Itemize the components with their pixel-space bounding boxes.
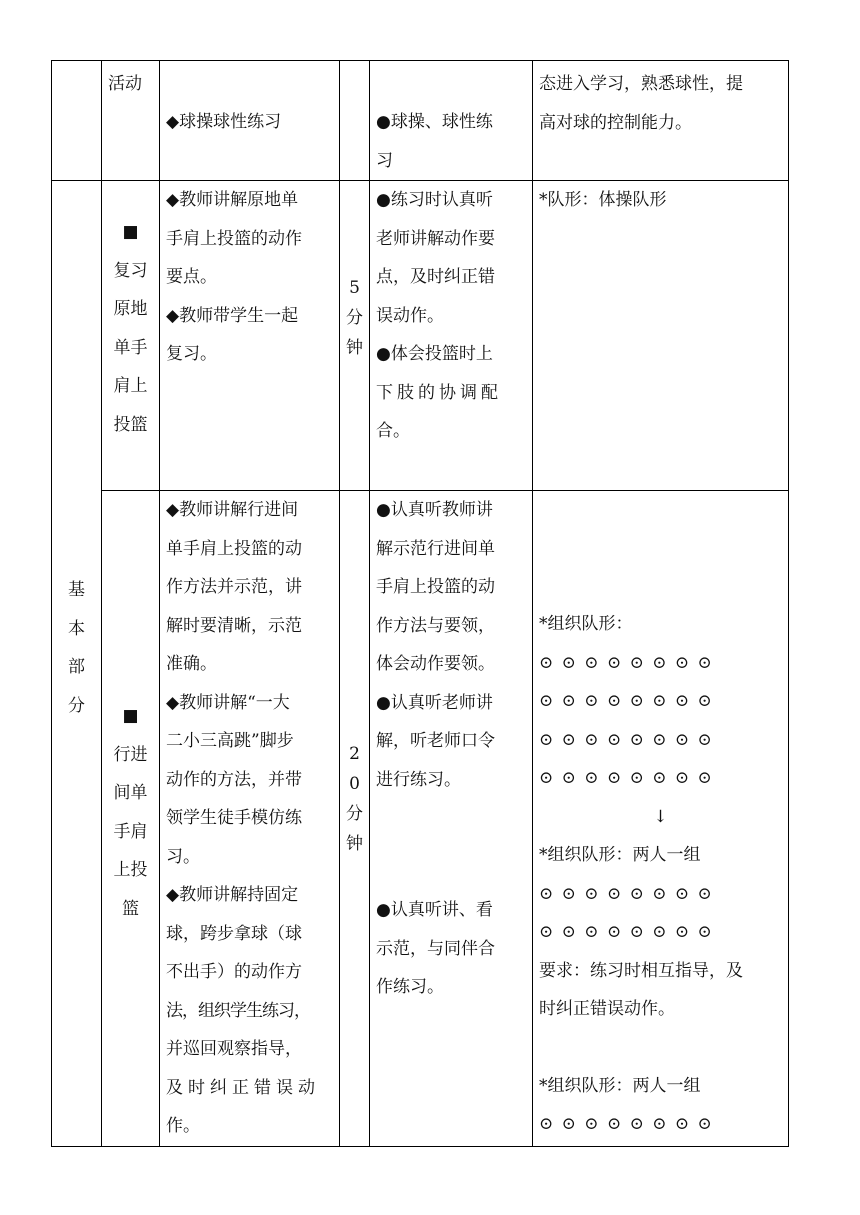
time-char: 钟 xyxy=(346,338,363,358)
content-line: 复习 xyxy=(113,260,148,281)
teacher-line: 领学生徒手模仿练 xyxy=(166,808,302,828)
section-label-char: 本 xyxy=(68,618,85,639)
teacher-line: 手肩上投篮的动作 xyxy=(166,228,302,249)
teacher-line: ◆教师讲解持固定 xyxy=(166,885,299,905)
time-char: 分 xyxy=(346,804,363,824)
student-line: 进行练习。 xyxy=(376,769,461,790)
student-line: 作练习。 xyxy=(376,977,444,997)
teacher-line: 复习。 xyxy=(166,344,217,364)
teacher-line: 球，跨步拿球（球 xyxy=(166,923,302,944)
student-line: ●球操、球性练 xyxy=(376,112,493,132)
content-line: 肩上 xyxy=(113,376,148,396)
content-cell-moving xyxy=(102,491,160,1147)
formation-title: *组织队形：两人一组 xyxy=(539,1075,701,1096)
formation-text: *队形：体操队形 xyxy=(539,190,667,210)
teacher-line: 二小三高跳”脚步 xyxy=(166,731,294,751)
student-line: 误动作。 xyxy=(376,305,444,326)
formation-dots-row: ⊙ ⊙ ⊙ ⊙ ⊙ ⊙ ⊙ ⊙ xyxy=(539,768,714,788)
teacher-line: ◆教师讲解“一大 xyxy=(166,692,290,713)
content-line: 投篮 xyxy=(113,414,148,435)
formation-dots-row: ⊙ ⊙ ⊙ ⊙ ⊙ ⊙ ⊙ ⊙ xyxy=(539,1114,714,1134)
teacher-line: 要点。 xyxy=(166,267,217,287)
formation-title: *组织队形：两人一组 xyxy=(539,845,701,865)
purpose-cell xyxy=(533,61,789,181)
student-line: 老师讲解动作要 xyxy=(376,228,495,249)
student-line: 体会动作要领。 xyxy=(376,654,495,674)
student-line: ●体会投篮时上 xyxy=(376,344,493,364)
teacher-line: 及时纠正错误动 xyxy=(166,1077,320,1098)
lesson-plan-table xyxy=(51,60,789,1147)
formation-dots-row: ⊙ ⊙ ⊙ ⊙ ⊙ ⊙ ⊙ ⊙ xyxy=(539,729,714,750)
section-label-char: 部 xyxy=(68,657,85,678)
formation-title: *组织队形： xyxy=(539,614,633,634)
teacher-line: ◆教师带学生一起 xyxy=(166,305,299,326)
student-cell-review xyxy=(370,181,533,491)
student-line: ●认真听讲、看 xyxy=(376,900,493,920)
content-line: 行进 xyxy=(113,744,148,765)
formation-dots-row: ⊙ ⊙ ⊙ ⊙ ⊙ ⊙ ⊙ ⊙ xyxy=(539,883,714,904)
content-line: 单手 xyxy=(113,337,148,358)
table-row-moving-shot xyxy=(52,491,789,1147)
purpose-line: 态进入学习，熟悉球性，提 xyxy=(539,74,743,94)
organization-cell-moving xyxy=(533,491,789,1147)
teacher-line: 作方法并示范，讲 xyxy=(166,577,302,597)
student-line: ●练习时认真听 xyxy=(376,190,493,210)
square-bullet: ■ xyxy=(122,222,139,242)
table-row-warmup xyxy=(52,61,789,181)
time-cell xyxy=(340,61,370,181)
teacher-text: ◆球操球性练习 xyxy=(166,112,282,133)
time-char: 2 xyxy=(349,744,360,764)
time-char: 0 xyxy=(349,774,360,794)
student-line: 点，及时纠正错 xyxy=(376,267,495,287)
content-cell xyxy=(102,61,160,181)
student-line: 习 xyxy=(376,150,393,171)
formation-dots-row: ⊙ ⊙ ⊙ ⊙ ⊙ ⊙ ⊙ ⊙ xyxy=(539,691,714,711)
teacher-line: ◆教师讲解原地单 xyxy=(166,190,299,210)
purpose-line: 高对球的控制能力。 xyxy=(539,112,692,133)
requirement-line: 要求：练习时相互指导，及 xyxy=(539,960,743,981)
teacher-cell-moving xyxy=(160,491,340,1147)
requirement-line: 时纠正错误动作。 xyxy=(539,999,675,1019)
teacher-line: ◆教师讲解行进间 xyxy=(166,500,299,520)
teacher-line: 并巡回观察指导， xyxy=(166,1039,302,1059)
student-line: 合。 xyxy=(376,421,410,441)
student-line: ●认真听教师讲 xyxy=(376,500,493,520)
student-cell xyxy=(370,61,533,181)
teacher-line: 单手肩上投篮的动 xyxy=(166,538,302,559)
section-label-char: 分 xyxy=(68,695,85,716)
content-cell-review xyxy=(102,181,160,491)
teacher-line: 解时要清晰，示范 xyxy=(166,615,302,636)
content-line: 篮 xyxy=(122,898,139,919)
down-arrow-icon: ↓ xyxy=(653,806,668,827)
student-line: 作方法与要领， xyxy=(376,615,495,636)
formation-dots-row: ⊙ ⊙ ⊙ ⊙ ⊙ ⊙ ⊙ ⊙ xyxy=(539,922,714,942)
time-char: 分 xyxy=(346,308,363,328)
organization-cell-review xyxy=(533,181,789,491)
teacher-line: 动作的方法，并带 xyxy=(166,769,302,790)
section-label-cell xyxy=(52,181,102,1147)
square-bullet: ■ xyxy=(122,706,139,726)
time-cell-review xyxy=(340,181,370,491)
teacher-line: 不出手）的动作方 xyxy=(166,962,302,982)
content-line: 原地 xyxy=(113,299,148,319)
student-line: 示范，与同伴合 xyxy=(376,938,495,959)
section-label-char: 基 xyxy=(68,580,85,601)
teacher-cell xyxy=(160,61,340,181)
teacher-line: 习。 xyxy=(166,846,200,867)
student-cell-moving xyxy=(370,491,533,1147)
content-line: 上投 xyxy=(113,860,148,880)
formation-dots-row: ⊙ ⊙ ⊙ ⊙ ⊙ ⊙ ⊙ ⊙ xyxy=(539,652,714,673)
teacher-line: 准确。 xyxy=(166,654,217,674)
section-cell-empty xyxy=(52,61,102,181)
content-line: 间单 xyxy=(113,783,148,803)
teacher-cell-review xyxy=(160,181,340,491)
student-line: 下肢的协调配 xyxy=(376,382,502,403)
student-line: 解示范行进间单 xyxy=(376,538,495,559)
time-char: 钟 xyxy=(346,834,363,854)
time-cell-moving xyxy=(340,491,370,1147)
table-row-review xyxy=(52,181,789,491)
teacher-line: 法，组织学生练习， xyxy=(166,1000,310,1021)
activity-label: 活动 xyxy=(108,74,142,94)
teacher-line: 作。 xyxy=(166,1116,200,1136)
content-line: 手肩 xyxy=(113,821,148,842)
student-line: 手肩上投篮的动 xyxy=(376,577,495,597)
student-line: ●认真听老师讲 xyxy=(376,692,493,713)
time-char: 5 xyxy=(349,278,360,298)
student-line: 解，听老师口令 xyxy=(376,731,495,751)
